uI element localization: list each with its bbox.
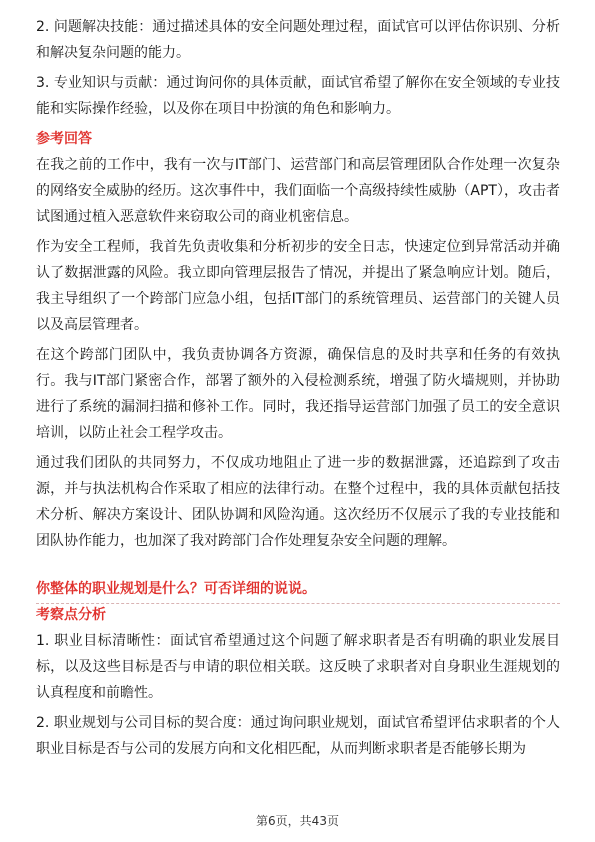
question2-item-2: 2. 职业规划与公司目标的契合度：通过询问职业规划，面试官希望评估求职者的个人职业目标是否与公司的发展方向和文化相匹配，从而判断求职者是否能够长期为 [36,715,560,757]
answer-paragraph-4: 通过我们团队的共同努力，不仅成功地阻止了进一步的数据泄露，还追踪到了攻击源，并与执法机构合作采取了相应的法律行动。在整个过程中，我的具体贡献包括技术分析、解决方案设计、团队协调和风险沟通。这次经历不仅展示了我的专业技能和团队协作能力，也加深了我对跨部门合作处理复杂安全问题的理解。 [36,455,560,549]
answer-paragraph-2: 作为安全工程师，我首先负责收集和分析初步的安全日志，快速定位到异常活动并确认了数据泄露的风险。我立即向管理层报告了情况，并提出了紧急响应计划。随后，我主导组织了一个跨部门应急小组，包括IT部门的系统管理员、运营部门的关键人员以及高层管理者。 [36,239,560,333]
answer-paragraph-1: 在我之前的工作中，我有一次与IT部门、运营部门和高层管理团队合作处理一次复杂的网络安全威胁的经历。这次事件中，我们面临一个高级持续性威胁（APT），攻击者试图通过植入恶意软件来窃取公司的商业机密信息。 [36,157,560,225]
reference-answer-heading: 参考回答 [36,131,92,147]
section-divider [36,603,560,604]
analysis-item-3: 3. 专业知识与贡献：通过询问你的具体贡献，面试官希望了解你在安全领域的专业技能和实际操作经验，以及你在项目中扮演的角色和影响力。 [36,75,560,117]
analysis-heading: 考察点分析 [36,607,106,623]
page-content [36,14,560,766]
analysis-item-2: 2. 问题解决技能：通过描述具体的安全问题处理过程，面试官可以评估你识别、分析和解决复杂问题的能力。 [36,19,560,61]
question-title: 你整体的职业规划是什么？可否详细的说说。 [36,581,316,597]
answer-paragraph-3: 在这个跨部门团队中，我负责协调各方资源，确保信息的及时共享和任务的有效执行。我与IT部门紧密合作，部署了额外的入侵检测系统，增强了防火墙规则，并协助进行了系统的漏洞扫描和修补工作。同时，我还指导运营部门加强了员工的安全意识培训，以防止社会工程学攻击。 [36,347,560,441]
question2-item-1: 1. 职业目标清晰性：面试官希望通过这个问题了解求职者是否有明确的职业发展目标，以及这些目标是否与申请的职位相关联。这反映了求职者对自身职业生涯规划的认真程度和前瞻性。 [36,633,560,701]
page-number: 第6页，共43页 [256,814,339,828]
